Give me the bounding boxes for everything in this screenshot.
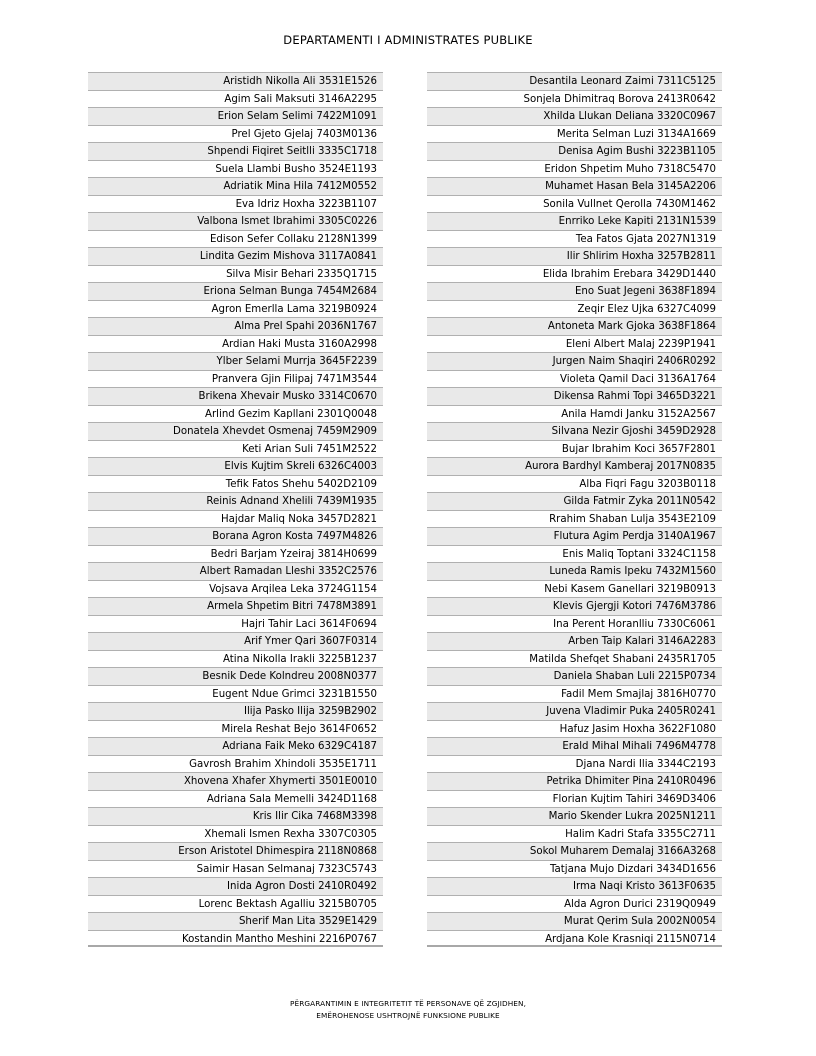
list-item: Alma Prel Spahi 2036N1767	[88, 317, 383, 335]
list-item: Alba Fiqri Fagu 3203B0118	[427, 475, 722, 493]
list-item: Merita Selman Luzi 3134A1669	[427, 125, 722, 143]
list-item: Tea Fatos Gjata 2027N1319	[427, 230, 722, 248]
list-item: Hafuz Jasim Hoxha 3622F1080	[427, 720, 722, 738]
list-item: Bujar Ibrahim Koci 3657F2801	[427, 440, 722, 458]
list-item: Ylber Selami Murrja 3645F2239	[88, 352, 383, 370]
list-item: Albert Ramadan Lleshi 3352C2576	[88, 562, 383, 580]
list-item: Mario Skender Lukra 2025N1211	[427, 807, 722, 825]
list-item: Mirela Reshat Bejo 3614F0652	[88, 720, 383, 738]
list-item: Kostandin Mantho Meshini 2216P0767	[88, 930, 383, 948]
list-item: Flutura Agim Perdja 3140A1967	[427, 527, 722, 545]
list-item: Eugent Ndue Grimci 3231B1550	[88, 685, 383, 703]
list-item: Denisa Agim Bushi 3223B1105	[427, 142, 722, 160]
list-item: Armela Shpetim Bitri 7478M3891	[88, 597, 383, 615]
list-item: Petrika Dhimiter Pina 2410R0496	[427, 772, 722, 790]
list-item: Aurora Bardhyl Kamberaj 2017N0835	[427, 457, 722, 475]
list-item: Ardjana Kole Krasniqi 2115N0714	[427, 930, 722, 948]
list-item: Enrriko Leke Kapiti 2131N1539	[427, 212, 722, 230]
list-item: Bedri Barjam Yzeiraj 3814H0699	[88, 545, 383, 563]
list-item: Desantila Leonard Zaimi 7311C5125	[427, 72, 722, 90]
list-item: Lorenc Bektash Agalliu 3215B0705	[88, 895, 383, 913]
list-item: Erald Mihal Mihali 7496M4778	[427, 737, 722, 755]
list-item: Valbona Ismet Ibrahimi 3305C0226	[88, 212, 383, 230]
list-item: Sherif Man Lita 3529E1429	[88, 912, 383, 930]
list-item: Borana Agron Kosta 7497M4826	[88, 527, 383, 545]
list-item: Atina Nikolla Irakli 3225B1237	[88, 650, 383, 668]
left-name-column	[88, 72, 383, 947]
list-item: Kris Ilir Cika 7468M3398	[88, 807, 383, 825]
list-item: Reinis Adnand Xhelili 7439M1935	[88, 492, 383, 510]
list-item: Fadil Mem Smajlaj 3816H0770	[427, 685, 722, 703]
list-item: Djana Nardi Ilia 3344C2193	[427, 755, 722, 773]
list-item: Elvis Kujtim Skreli 6326C4003	[88, 457, 383, 475]
footer-line-1: PËRGARANTIMIN E INTEGRITETIT TË PERSONAVE QË ZGJIDHEN,	[290, 999, 526, 1008]
list-item: Juvena Vladimir Puka 2405R0241	[427, 702, 722, 720]
list-item: Antoneta Mark Gjoka 3638F1864	[427, 317, 722, 335]
list-item: Murat Qerim Sula 2002N0054	[427, 912, 722, 930]
list-item: Shpendi Fiqiret Seitlli 3335C1718	[88, 142, 383, 160]
list-item: Nebi Kasem Ganellari 3219B0913	[427, 580, 722, 598]
list-item: Eriona Selman Bunga 7454M2684	[88, 282, 383, 300]
list-item: Xhilda Llukan Deliana 3320C0967	[427, 107, 722, 125]
list-item: Zeqir Elez Ujka 6327C4099	[427, 300, 722, 318]
list-item: Ilir Shlirim Hoxha 3257B2811	[427, 247, 722, 265]
list-item: Besnik Dede Kolndreu 2008N0377	[88, 667, 383, 685]
list-item: Hajdar Maliq Noka 3457D2821	[88, 510, 383, 528]
list-item: Donatela Xhevdet Osmenaj 7459M2909	[88, 422, 383, 440]
list-item: Gilda Fatmir Zyka 2011N0542	[427, 492, 722, 510]
list-item: Arlind Gezim Kapllani 2301Q0048	[88, 405, 383, 423]
list-item: Erson Aristotel Dhimespira 2118N0868	[88, 842, 383, 860]
list-item: Erion Selam Selimi 7422M1091	[88, 107, 383, 125]
list-item: Enis Maliq Toptani 3324C1158	[427, 545, 722, 563]
list-item: Dikensa Rahmi Topi 3465D3221	[427, 387, 722, 405]
list-item: Arif Ymer Qari 3607F0314	[88, 632, 383, 650]
list-item: Eleni Albert Malaj 2239P1941	[427, 335, 722, 353]
list-item: Adriana Sala Memelli 3424D1168	[88, 790, 383, 808]
list-item: Klevis Gjergji Kotori 7476M3786	[427, 597, 722, 615]
right-name-column	[427, 72, 722, 947]
list-item: Tatjana Mujo Dizdari 3434D1656	[427, 860, 722, 878]
list-item: Suela Llambi Busho 3524E1193	[88, 160, 383, 178]
list-item: Ardian Haki Musta 3160A2998	[88, 335, 383, 353]
list-item: Xhovena Xhafer Xhymerti 3501E0010	[88, 772, 383, 790]
list-item: Sonila Vullnet Qerolla 7430M1462	[427, 195, 722, 213]
list-item: Vojsava Arqilea Leka 3724G1154	[88, 580, 383, 598]
list-item: Matilda Shefqet Shabani 2435R1705	[427, 650, 722, 668]
list-item: Daniela Shaban Luli 2215P0734	[427, 667, 722, 685]
list-item: Silvana Nezir Gjoshi 3459D2928	[427, 422, 722, 440]
page-footer	[0, 998, 816, 1022]
list-item: Edison Sefer Collaku 2128N1399	[88, 230, 383, 248]
list-item: Prel Gjeto Gjelaj 7403M0136	[88, 125, 383, 143]
list-item: Muhamet Hasan Bela 3145A2206	[427, 177, 722, 195]
list-item: Eridon Shpetim Muho 7318C5470	[427, 160, 722, 178]
list-item: Elida Ibrahim Erebara 3429D1440	[427, 265, 722, 283]
list-item: Eva Idriz Hoxha 3223B1107	[88, 195, 383, 213]
footer-line-2: EMËROHENOSE USHTROJNË FUNKSIONE PUBLIKE	[316, 1011, 500, 1020]
list-item: Gavrosh Brahim Xhindoli 3535E1711	[88, 755, 383, 773]
list-item: Violeta Qamil Daci 3136A1764	[427, 370, 722, 388]
list-item: Inida Agron Dosti 2410R0492	[88, 877, 383, 895]
list-item: Jurgen Naim Shaqiri 2406R0292	[427, 352, 722, 370]
list-item: Pranvera Gjin Filipaj 7471M3544	[88, 370, 383, 388]
page-title: DEPARTAMENTI I ADMINISTRATES PUBLIKE	[283, 33, 533, 47]
list-item: Rrahim Shaban Lulja 3543E2109	[427, 510, 722, 528]
list-item: Agron Emerlla Lama 3219B0924	[88, 300, 383, 318]
list-item: Florian Kujtim Tahiri 3469D3406	[427, 790, 722, 808]
list-item: Adriana Faik Meko 6329C4187	[88, 737, 383, 755]
list-item: Luneda Ramis Ipeku 7432M1560	[427, 562, 722, 580]
list-item: Lindita Gezim Mishova 3117A0841	[88, 247, 383, 265]
list-item: Hajri Tahir Laci 3614F0694	[88, 615, 383, 633]
list-item: Sokol Muharem Demalaj 3166A3268	[427, 842, 722, 860]
list-item: Arben Taip Kalari 3146A2283	[427, 632, 722, 650]
list-item: Ina Perent Horanlliu 7330C6061	[427, 615, 722, 633]
list-item: Irma Naqi Kristo 3613F0635	[427, 877, 722, 895]
list-item: Xhemali Ismen Rexha 3307C0305	[88, 825, 383, 843]
list-item: Sonjela Dhimitraq Borova 2413R0642	[427, 90, 722, 108]
list-item: Adriatik Mina Hila 7412M0552	[88, 177, 383, 195]
list-item: Alda Agron Durici 2319Q0949	[427, 895, 722, 913]
list-item: Agim Sali Maksuti 3146A2295	[88, 90, 383, 108]
list-item: Anila Hamdi Janku 3152A2567	[427, 405, 722, 423]
list-item: Aristidh Nikolla Ali 3531E1526	[88, 72, 383, 90]
list-item: Halim Kadri Stafa 3355C2711	[427, 825, 722, 843]
list-item: Ilija Pasko Ilija 3259B2902	[88, 702, 383, 720]
list-item: Saimir Hasan Selmanaj 7323C5743	[88, 860, 383, 878]
list-item: Silva Misir Behari 2335Q1715	[88, 265, 383, 283]
list-item: Eno Suat Jegeni 3638F1894	[427, 282, 722, 300]
list-item: Brikena Xhevair Musko 3314C0670	[88, 387, 383, 405]
list-item: Tefik Fatos Shehu 5402D2109	[88, 475, 383, 493]
list-item: Keti Arian Suli 7451M2522	[88, 440, 383, 458]
